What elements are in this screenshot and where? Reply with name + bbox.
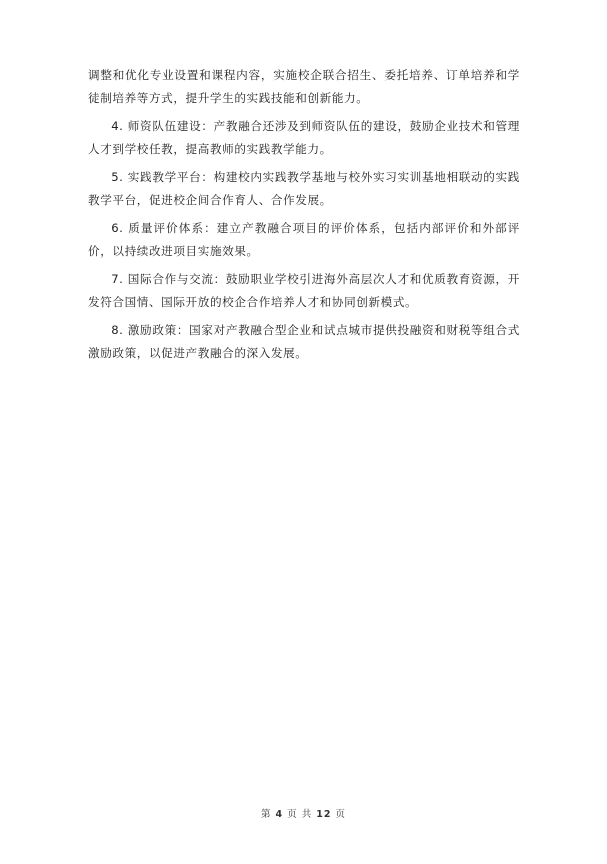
footer-middle: 页 共: [287, 809, 313, 820]
paragraph-faculty-building: 4. 师资队伍建设：产教融合还涉及到师资队伍的建设，鼓励企业技术和管理人才到学校任教，提高教师的实践教学能力。: [88, 119, 520, 156]
footer-prefix: 第: [260, 809, 272, 820]
footer-total-pages: 12: [316, 809, 332, 820]
paragraph-curriculum-continued: 调整和优化专业设置和课程内容，实施校企联合招生、委托培养、订单培养和学徒制培养等方式，提升学生的实践技能和创新能力。: [88, 68, 520, 105]
paragraph-quality-evaluation: 6. 质量评价体系：建立产教融合项目的评价体系，包括内部评价和外部评价，以持续改进项目实施效果。: [88, 221, 520, 258]
paragraph-practice-platform: 5. 实践教学平台：构建校内实践教学基地与校外实习实训基地相联动的实践教学平台，促进校企间合作育人、合作发展。: [88, 170, 520, 207]
paragraph-international-cooperation: 7. 国际合作与交流：鼓励职业学校引进海外高层次人才和优质教育资源，开发符合国情、国际开放的校企合作培养人才和协同创新模式。: [88, 272, 520, 309]
paragraph-incentive-policy: 8. 激励政策：国家对产教融合型企业和试点城市提供投融资和财税等组合式激励政策，以促进产教融合的深入发展。: [88, 323, 520, 360]
page-footer: [0, 806, 607, 820]
document-body: [88, 64, 520, 370]
footer-page-number: 4: [275, 809, 284, 820]
footer-suffix: 页: [335, 809, 347, 820]
